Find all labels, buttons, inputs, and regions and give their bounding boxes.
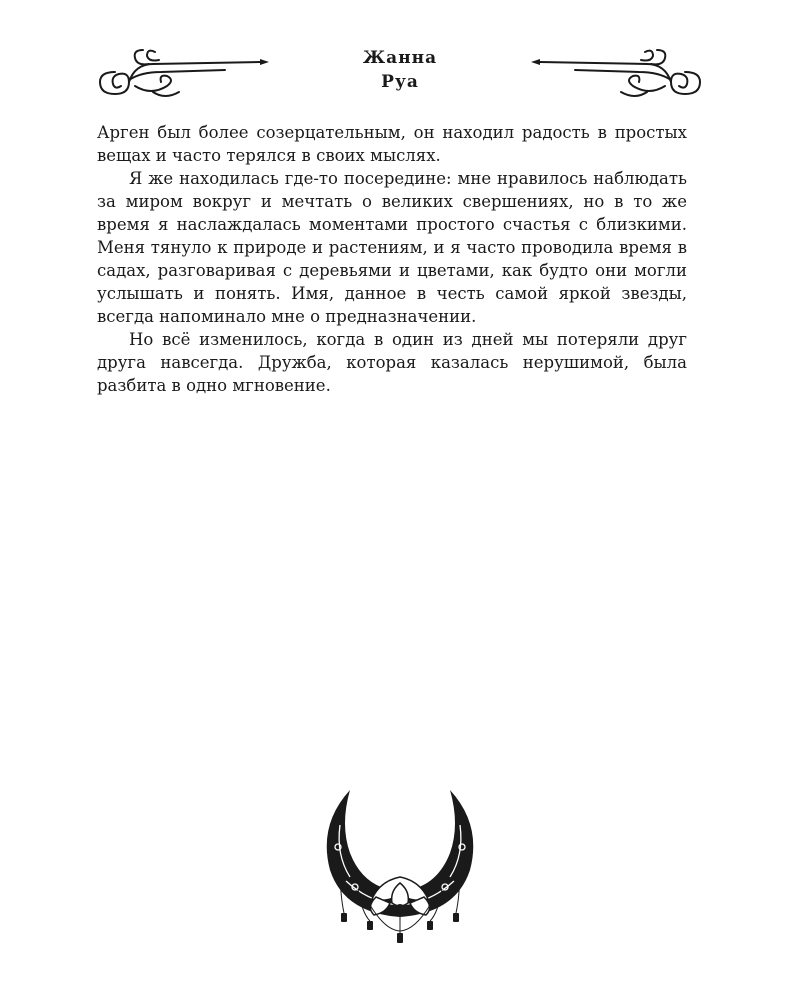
- page-header: [95, 42, 705, 102]
- author-last-name: Руа: [381, 72, 419, 92]
- crescent-moon-icon: [310, 785, 490, 945]
- paragraph-3: Но всё изменилось, когда в один из дней мы потеряли друг друга навсегда. Дружба, которая казалась нерушимой, была разбита в одно мгновение.: [97, 330, 687, 395]
- paragraph-1: Арген был более созерцательным, он находил радость в простых вещах и часто терялся в своих мыслях.: [97, 123, 687, 165]
- flourish-right-icon: [530, 42, 705, 102]
- author-first-name: Жанна: [362, 48, 438, 68]
- paragraph-2: Я же находилась где-то посередине: мне нравилось наблюдать за миром вокруг и мечтать о великих свершениях, но в то же время я наслаждалась моментами простого счастья с близкими. Меня тянуло к природе и растениям, и я часто проводила время в садах, разговаривая с деревьями и цветами, как будто они могли услышать и понять. Имя, данное в честь самой яркой звезды, всегда напоминало мне о предназначении.: [97, 169, 687, 326]
- page-body: [97, 121, 687, 397]
